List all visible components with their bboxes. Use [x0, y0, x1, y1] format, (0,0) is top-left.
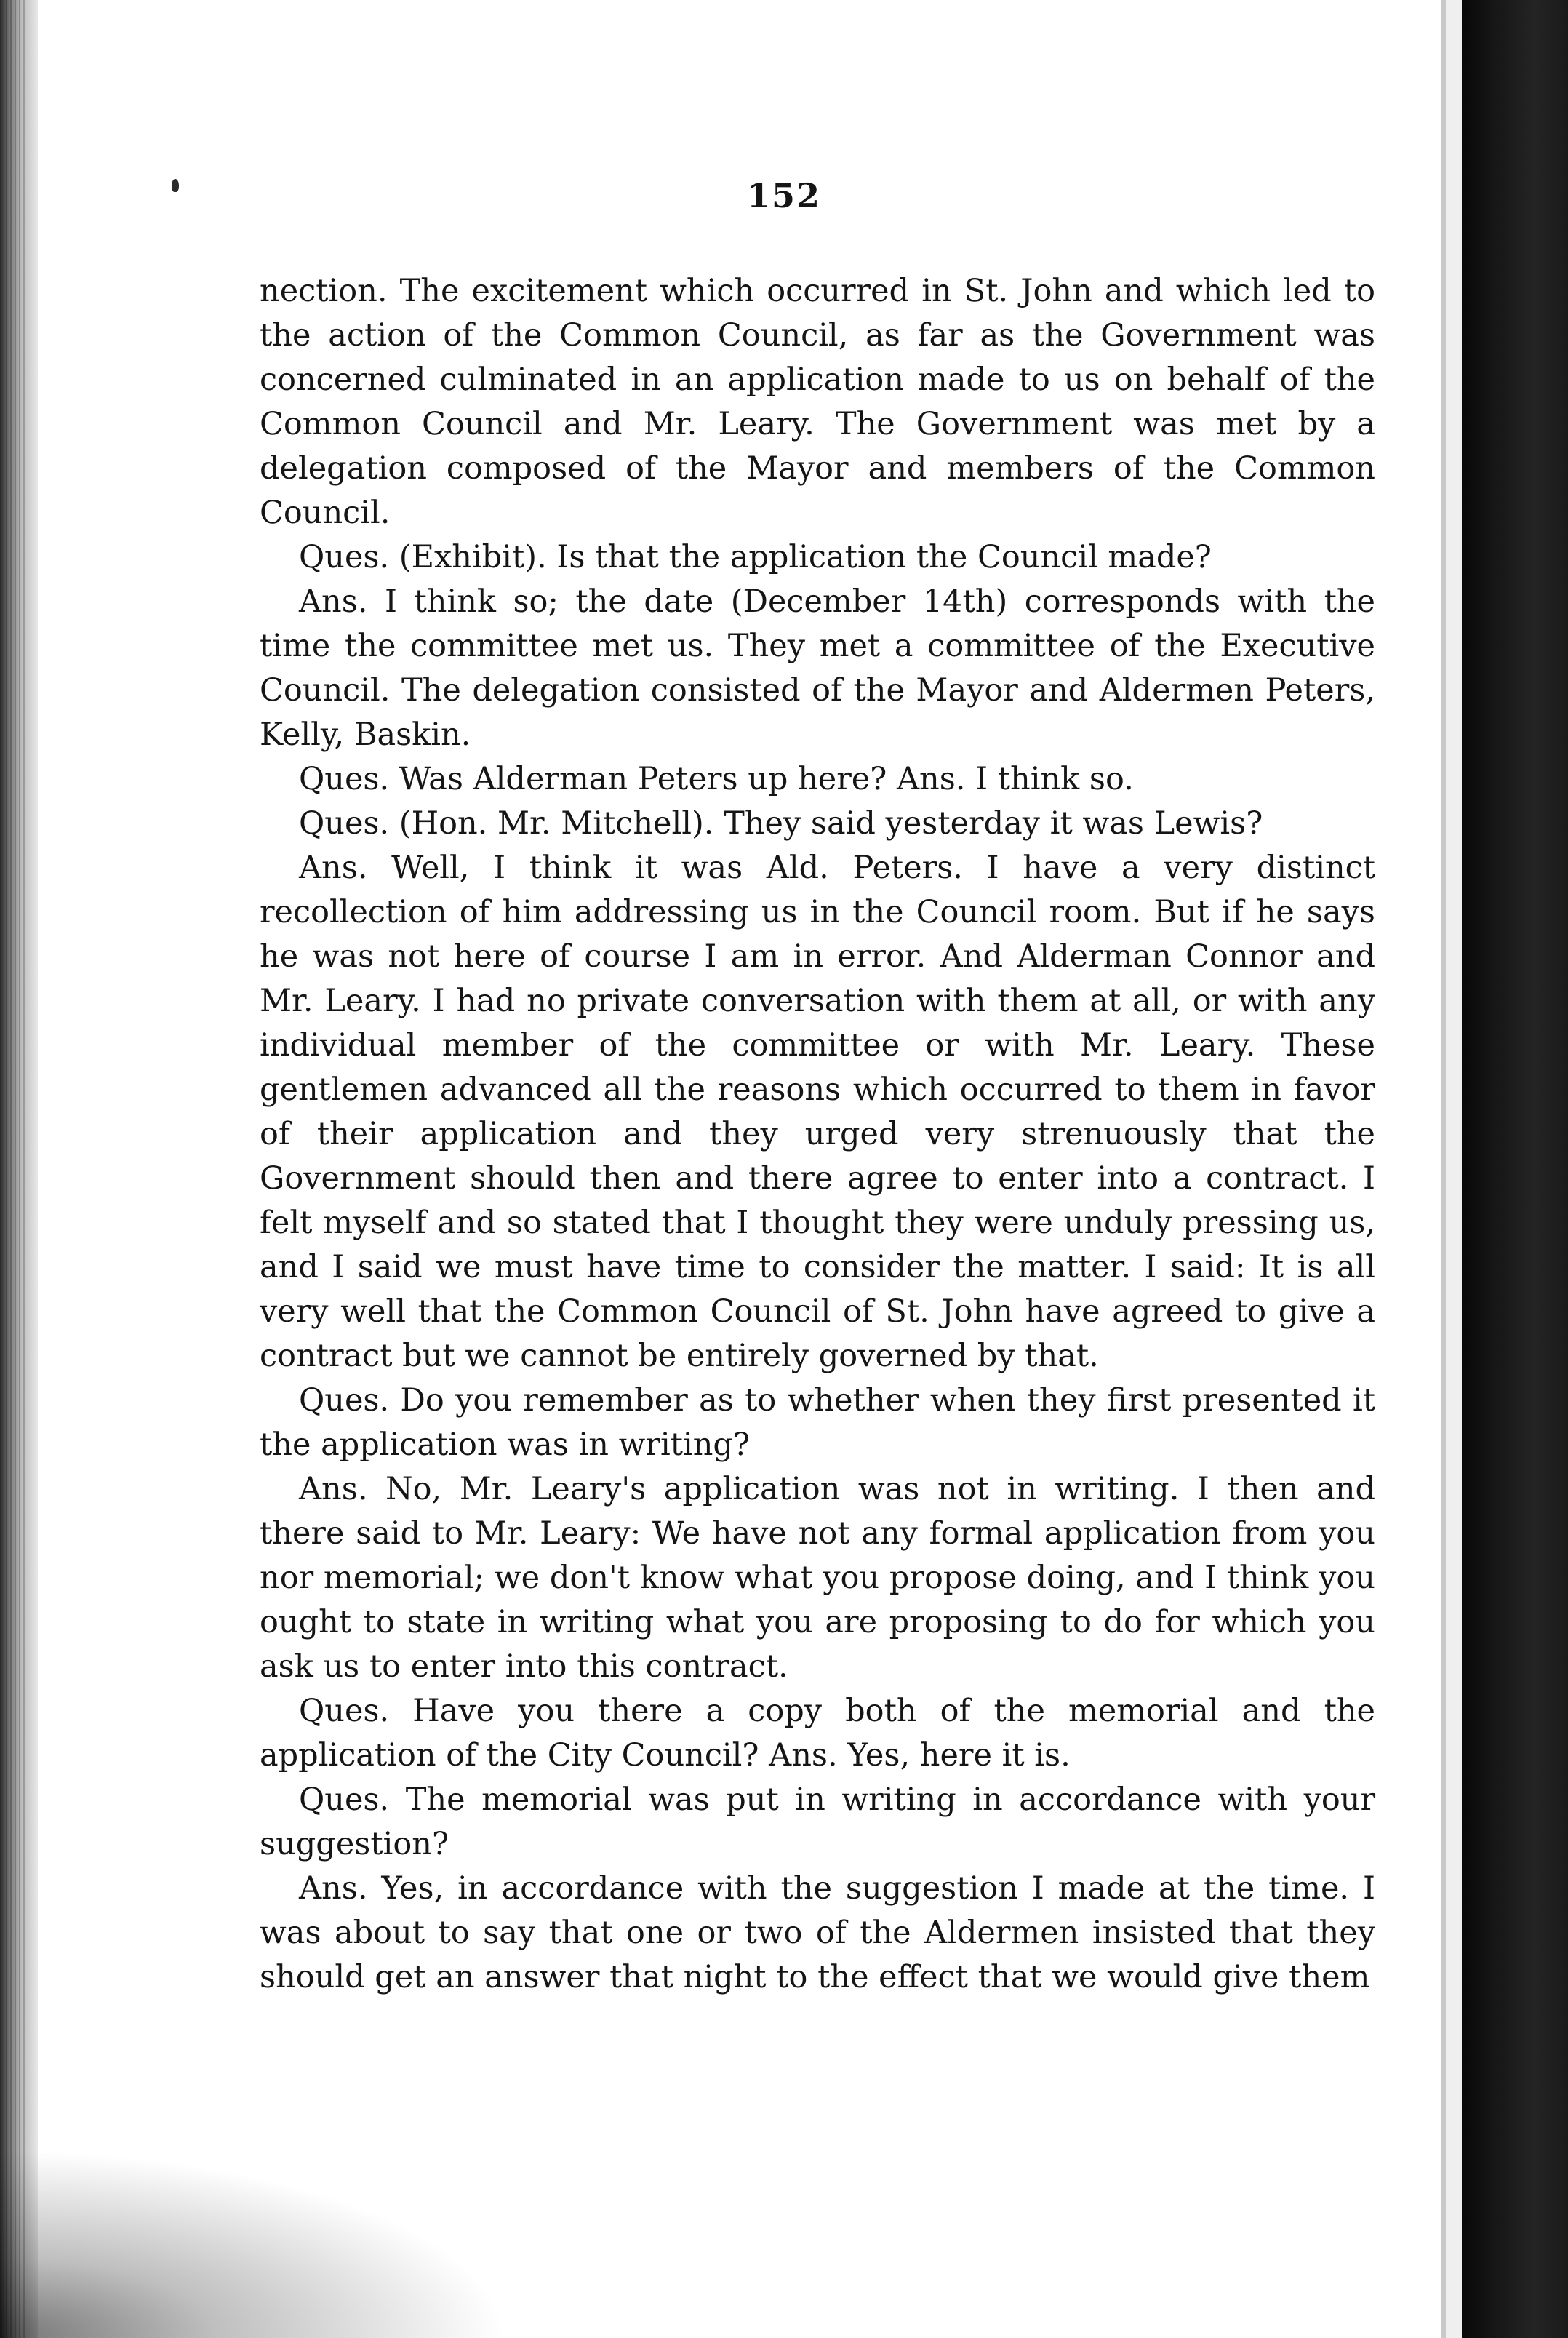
paragraph-question: Ques. Was Alderman Peters up here? Ans. I think so. [299, 761, 1134, 797]
paragraph-answer: Ans. Well, I think it was Ald. Peters. I have a very distinct recollection of him addressing us in the Council room. But if he says he was not here of course I am in error. And Alderman Connor and Mr. Leary. I had no private conversation with them at all, or with any individual member of the committee or with Mr. Leary. These gentlemen advanced all the reasons which occurred to them in favor of their application and they urged very strenuously that the Government should then and there agree to enter into a contract. I felt myself and so stated that I thought they were unduly pressing us, and I said we must have time to consider the matter. I said: It is all very well that the Common Council of St. John have agreed to give a contract but we cannot be entirely governed by that. [260, 850, 1375, 1374]
paragraph-answer: Ans. No, Mr. Leary's application was not in writing. I then and there said to Mr. Leary: We have not any formal application from you nor memorial; we don't know what you propose doing, and I think you ought to state in writing what you are proposing to do for which you ask us to enter into this contract. [260, 1471, 1375, 1685]
page-number: 152 [746, 176, 822, 215]
right-page-gap [1446, 0, 1462, 2338]
document-body [260, 269, 1375, 2000]
paragraph-question: Ques. The memorial was put in writing in accordance with your suggestion? [260, 1782, 1375, 1862]
bottom-left-shadow [0, 2149, 509, 2338]
paragraph-answer: Ans. Yes, in accordance with the suggestion I made at the time. I was about to say that one or two of the Aldermen insisted that they should get an answer that night to the effect that we would give them [260, 1870, 1375, 1995]
paragraph-continuation: nection. The excitement which occurred in St. John and which led to the action of the Common Council, as far as the Government was concerned culminated in an application made to us on behalf of the Common Council and Mr. Leary. The Government was met by a delegation composed of the Mayor and members of the Common Council. [260, 273, 1375, 531]
paragraph-question: Ques. (Exhibit). Is that the application the Council made? [299, 539, 1212, 575]
right-dark-border [1462, 0, 1568, 2338]
paragraph-question: Ques. Do you remember as to whether when they first presented it the application was in writing? [260, 1382, 1375, 1463]
paragraph-answer: Ans. I think so; the date (December 14th) corresponds with the time the committee met us. They met a committee of the Executive Council. The delegation consisted of the Mayor and Aldermen Peters, Kelly, Baskin. [260, 583, 1375, 753]
paragraph-question: Ques. Have you there a copy both of the memorial and the application of the City Council? Ans. Yes, here it is. [260, 1693, 1375, 1774]
paragraph-question: Ques. (Hon. Mr. Mitchell). They said yesterday it was Lewis? [299, 805, 1263, 842]
left-page-stack-lines [6, 0, 28, 2338]
